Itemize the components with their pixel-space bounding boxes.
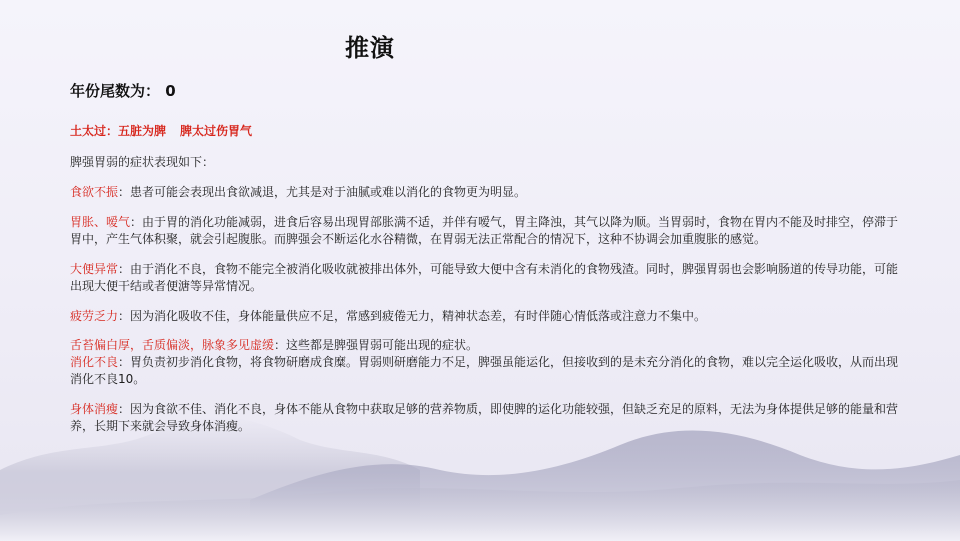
- slide-title: 推演: [345, 34, 395, 62]
- symptom-term: 身体消瘦: [70, 402, 119, 416]
- symptom-paragraph: [70, 401, 900, 435]
- intro-text: 脾强胃弱的症状表现如下：: [70, 155, 215, 169]
- symptom-text: 这些都是脾强胃弱可能出现的症状。: [286, 338, 479, 352]
- content-area: [70, 80, 900, 435]
- symptom-separator: ：: [118, 309, 131, 323]
- year-label: 年份尾数为：: [70, 82, 161, 100]
- symptom-text: 因为消化吸收不佳，身体能量供应不足，常感到疲倦无力，精神状态差，有时伴随心情低落或注意力不集中。: [130, 309, 707, 323]
- symptom-term: 疲劳乏力: [70, 309, 119, 323]
- symptom-term: 舌苔偏白厚，舌质偏淡，脉象多见虚缓: [70, 338, 275, 352]
- symptom-separator: ：: [274, 338, 287, 352]
- symptom-paragraph: [70, 354, 900, 388]
- element-heading: 土太过：五脏为脾: [70, 124, 167, 138]
- symptom-text: 胃负责初步消化食物，将食物研磨成食糜。胃弱则研磨能力不足，脾强虽能运化，但接收到的是未充分消化的食物，难以完全运化吸收，从而出现消化不良10。: [70, 355, 899, 386]
- symptom-text: 因为食欲不佳、消化不良，身体不能从食物中获取足够的营养物质，即使脾的运化功能较强，但缺乏充足的原料，无法为身体提供足够的能量和营养，长期下来就会导致身体消瘦。: [70, 402, 899, 433]
- symptom-separator: ：: [118, 185, 131, 199]
- element-heading-line: [70, 122, 900, 140]
- symptom-term: 大便异常: [70, 262, 119, 276]
- symptom-paragraph: [70, 308, 900, 325]
- symptom-paragraph: [70, 184, 900, 201]
- symptom-paragraph: [70, 337, 900, 354]
- symptom-separator: ：: [118, 402, 131, 416]
- symptom-separator: ：: [118, 355, 131, 369]
- symptom-term: 消化不良: [70, 355, 119, 369]
- symptom-text: 由于消化不良，食物不能完全被消化吸收就被排出体外，可能导致大便中含有未消化的食物残渣。同时，脾强胃弱也会影响肠道的传导功能，可能出现大便干结或者便溏等异常情况。: [70, 262, 899, 293]
- symptom-paragraph: [70, 261, 900, 295]
- element-subheading: 脾太过伤胃气: [180, 124, 253, 138]
- symptom-text: 患者可能会表现出食欲减退，尤其是对于油腻或难以消化的食物更为明显。: [130, 185, 527, 199]
- symptom-term: 食欲不振: [70, 185, 119, 199]
- symptom-term: 胃胀、嗳气: [70, 215, 131, 229]
- symptom-paragraph: [70, 214, 900, 248]
- year-line: [70, 80, 900, 102]
- symptom-text: 由于胃的消化功能减弱，进食后容易出现胃部胀满不适，并伴有嗳气，胃主降浊，其气以降为顺。当胃弱时，食物在胃内不能及时排空，停滞于胃中，产生气体积聚，就会引起腹胀。而脾强会不断运化水谷精微，在胃弱无法正常配合的情况下，这种不协调会加重腹胀的感觉。: [70, 215, 899, 246]
- symptom-separator: ：: [118, 262, 131, 276]
- symptom-separator: ：: [130, 215, 143, 229]
- year-value: 0: [165, 82, 176, 100]
